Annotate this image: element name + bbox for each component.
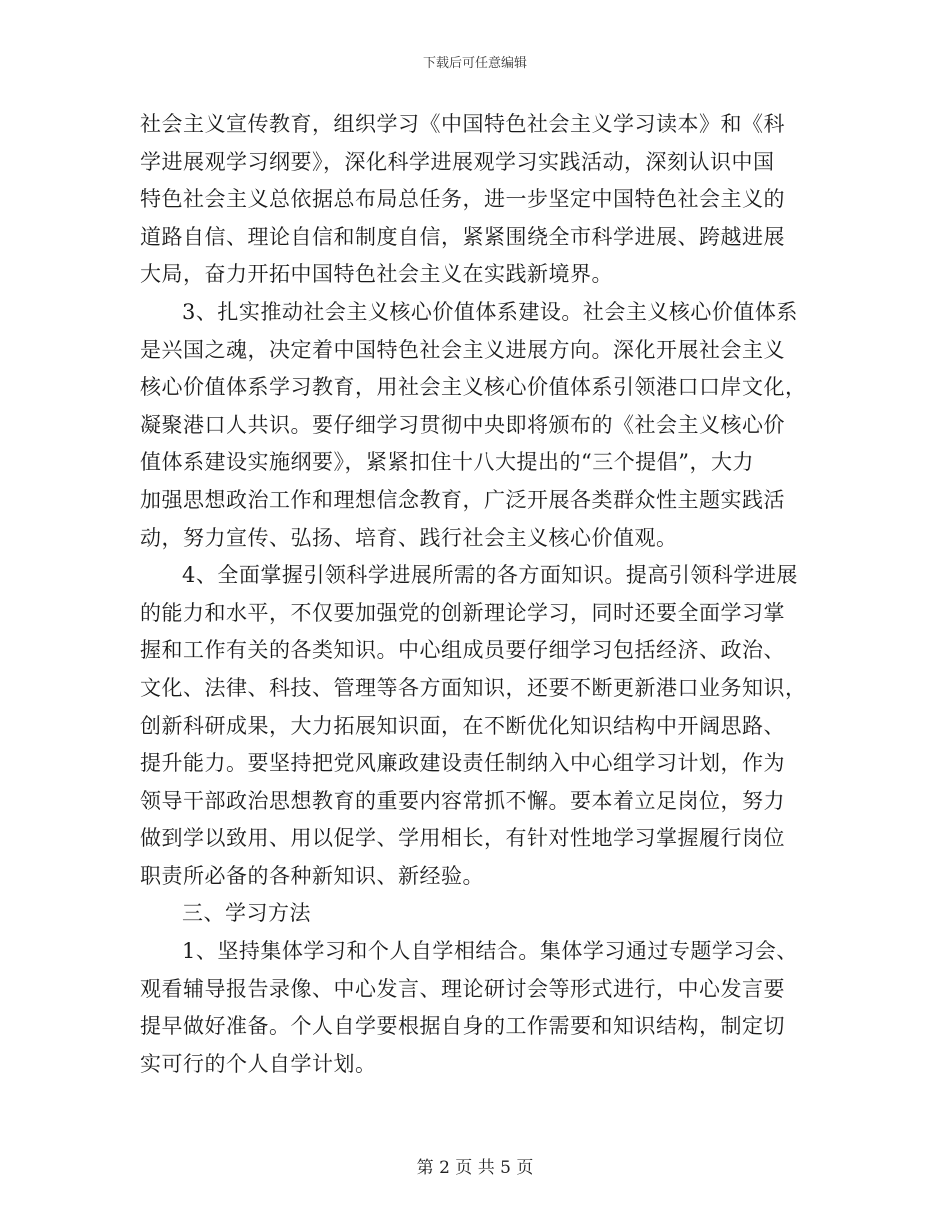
text-line: 加强思想政治工作和理想信念教育，广泛开展各类群众性主题实践活 [140, 487, 785, 512]
text-line: 3、扎实推动社会主义核心价值体系建设。社会主义核心价值体系 [182, 299, 798, 324]
text-line: 是兴国之魂，决定着中国特色社会主义进展方向。深化开展社会主义 [140, 337, 785, 362]
text-line: 值体系建设实施纲要》，紧紧扣住十八大提出的“三个提倡”，大力 [140, 450, 754, 475]
text-line: 创新科研成果，大力拓展知识面，在不断优化知识结构中开阔思路、 [140, 713, 785, 738]
text-line: 特色社会主义总依据总布局总任务，进一步坚定中国特色社会主义的 [140, 187, 785, 212]
text-line: 学进展观学习纲要》，深化科学进展观学习实践活动，深刻认识中国 [140, 149, 775, 174]
paragraph-socialism-education [140, 106, 820, 294]
page-header: 下载后可任意编辑 [422, 56, 527, 71]
text-line: 1、坚持集体学习和个人自学相结合。集体学习通过专题学习会、 [182, 939, 798, 964]
text-line: 4、全面掌握引领科学进展所需的各方面知识。提高引领科学进展 [182, 563, 798, 588]
text-line: 文化、法律、科技、管理等各方面知识，还要不断更新港口业务知识， [140, 675, 807, 700]
paragraph-knowledge [140, 557, 820, 895]
text-line: 领导干部政治思想教育的重要内容常抓不懈。要本着立足岗位，努力 [140, 788, 785, 813]
text-line: 的能力和水平，不仅要加强党的创新理论学习，同时还要全面学习掌 [140, 600, 785, 625]
paragraph-core-values [140, 294, 820, 557]
text-line: 握和工作有关的各类知识。中心组成员要仔细学习包括经济、政治、 [140, 638, 785, 663]
text-line: 凝聚港口人共识。要仔细学习贯彻中央即将颁布的《社会主义核心价 [140, 412, 785, 437]
document-body [140, 106, 820, 1083]
text-line: 职责所必备的各种新知识、新经验。 [140, 863, 484, 888]
text-line: 观看辅导报告录像、中心发言、理论研讨会等形式进行，中心发言要 [140, 976, 785, 1001]
section-heading: 三、学习方法 [182, 901, 311, 926]
text-line: 实可行的个人自学计划。 [140, 1051, 377, 1076]
text-line: 动，努力宣传、弘扬、培育、践行社会主义核心价值观。 [140, 525, 678, 550]
section-heading-study-methods [140, 895, 820, 933]
text-line: 提早做好准备。个人自学要根据自身的工作需要和知识结构，制定切 [140, 1014, 785, 1039]
text-line: 大局，奋力开拓中国特色社会主义在实践新境界。 [140, 262, 613, 287]
page-footer: 第 2 页 共 5 页 [416, 1158, 534, 1178]
text-line: 道路自信、理论自信和制度自信，紧紧围绕全市科学进展、跨越进展 [140, 224, 785, 249]
paragraph-collective-study [140, 933, 820, 1083]
text-line: 做到学以致用、用以促学、学用相长，有针对性地学习掌握履行岗位 [140, 826, 785, 851]
text-line: 社会主义宣传教育，组织学习《中国特色社会主义学习读本》和《科 [140, 112, 785, 136]
text-line: 核心价值体系学习教育，用社会主义核心价值体系引领港口口岸文化， [140, 375, 807, 400]
text-line: 提升能力。要坚持把党风廉政建设责任制纳入中心组学习计划，作为 [140, 751, 785, 776]
